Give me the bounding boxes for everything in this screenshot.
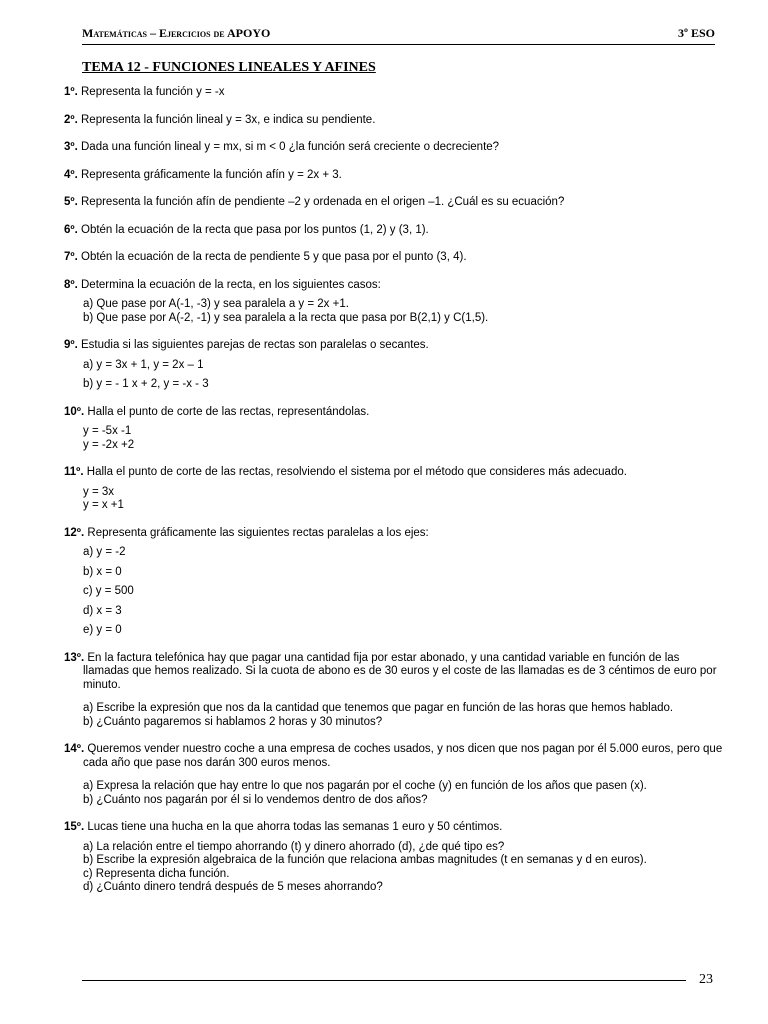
exercise-5	[64, 196, 724, 210]
exercise-number: 4º.	[64, 168, 78, 181]
exercise-9-part-a: a) y = 3x + 1, y = 2x – 1	[83, 358, 204, 371]
exercise-8-part-b: b) Que pase por A(-2, -1) y sea paralela a la recta que pasa por B(2,1) y C(1,5).	[83, 311, 489, 324]
page-number: 23	[699, 972, 713, 987]
exercise-text: En la factura telefónica hay que pagar una cantidad fija por estar abonado, y una cantidad variable en función de las llamadas que hemos realizado. Si la cuota de abono es de 30 euros y el coste de las llamadas es de 3 céntimos de euro por minuto.	[83, 651, 717, 691]
exercise-11-line-1: y = 3x	[83, 485, 115, 498]
exercise-10-line-1: y = -5x -1	[83, 425, 132, 437]
exercise-number: 8º.	[64, 278, 78, 291]
exercise-number: 7º.	[64, 251, 78, 263]
exercise-number: 15º.	[64, 821, 85, 833]
exercise-9-part-b: b) y = - 1 x + 2, y = -x - 3	[83, 378, 209, 390]
exercise-text: Obtén la ecuación de la recta que pasa por los puntos (1, 2) y (3, 1).	[81, 223, 429, 236]
exercise-number: 2º.	[64, 113, 78, 126]
header-course: 3º ESO	[678, 26, 715, 40]
exercise-number: 5º.	[64, 196, 78, 208]
exercise-2	[64, 114, 724, 128]
exercise-text: Queremos vender nuestro coche a una empresa de coches usados, y nos dicen que nos pagan por él 5.000 euros, pero que cada año que pase nos darán 300 euros menos.	[83, 743, 723, 769]
exercise-text: Halla el punto de corte de las rectas, resolviendo el sistema por el método que consideres más adecuado.	[86, 466, 627, 478]
exercise-text: Determina la ecuación de la recta, en los siguientes casos:	[81, 278, 381, 291]
exercise-number: 11º.	[64, 466, 84, 478]
exercise-number: 13º.	[64, 651, 85, 664]
exercise-number: 6º.	[64, 223, 78, 236]
exercise-11-line-2: y = x +1	[83, 499, 124, 511]
exercise-3	[64, 141, 724, 155]
exercise-15-part-b: b) Escribe la expresión algebraica de la función que relaciona ambas magnitudes (t en semanas y d en euros).	[83, 854, 647, 866]
footer-divider	[82, 980, 686, 981]
exercise-number: 12º.	[64, 526, 85, 539]
header-divider	[82, 44, 715, 45]
exercise-13-part-b: b) ¿Cuánto pagaremos si hablamos 2 horas y 30 minutos?	[83, 715, 383, 728]
exercise-text: Representa la función lineal y = 3x, e indica su pendiente.	[81, 113, 376, 126]
page-title: TEMA 12 - FUNCIONES LINEALES Y AFINES	[82, 60, 376, 75]
exercise-number: 3º.	[64, 141, 78, 153]
exercise-number: 1º.	[64, 86, 78, 98]
exercise-15-part-d: d) ¿Cuánto dinero tendrá después de 5 meses ahorrando?	[83, 881, 383, 893]
exercise-13-part-a: a) Escribe la expresión que nos da la cantidad que tenemos que pagar en función de las horas que hemos hablado.	[83, 702, 674, 714]
exercise-12-part-c: c) y = 500	[83, 585, 134, 597]
exercise-text: Dada una función lineal y = mx, si m < 0 ¿la función será creciente o decreciente?	[81, 141, 500, 153]
exercise-6	[64, 224, 724, 238]
exercise-10	[64, 406, 724, 420]
exercise-13	[64, 652, 724, 693]
exercise-8	[64, 279, 724, 293]
exercise-text: Obtén la ecuación de la recta de pendiente 5 y que pasa por el punto (3, 4).	[81, 251, 467, 263]
exercise-15	[64, 821, 724, 835]
exercise-11	[64, 466, 724, 480]
exercise-15-part-a: a) La relación entre el tiempo ahorrando (t) y dinero ahorrado (d), ¿de qué tipo es?	[83, 840, 505, 853]
exercise-list	[64, 86, 724, 895]
exercise-10-line-2: y = -2x +2	[83, 438, 135, 451]
exercise-12-part-b: b) x = 0	[83, 565, 122, 578]
exercise-1	[64, 86, 724, 100]
exercise-14	[64, 743, 724, 770]
exercise-9	[64, 339, 724, 353]
exercise-number: 9º.	[64, 339, 78, 351]
exercise-12-part-a: a) y = -2	[83, 546, 126, 558]
exercise-12	[64, 527, 724, 541]
exercise-text: Representa gráficamente las siguientes rectas paralelas a los ejes:	[87, 526, 429, 539]
exercise-text: Estudia si las siguientes parejas de rectas son paralelas o secantes.	[81, 339, 429, 351]
exercise-text: Halla el punto de corte de las rectas, representándolas.	[87, 405, 370, 418]
exercise-4	[64, 169, 724, 183]
header-subject: Matemáticas – Ejercicios de APOYO	[82, 26, 271, 40]
exercise-7	[64, 251, 724, 265]
exercise-text: Lucas tiene una hucha en la que ahorra todas las semanas 1 euro y 50 céntimos.	[87, 821, 503, 833]
exercise-12-part-e: e) y = 0	[83, 624, 122, 636]
exercise-8-part-a: a) Que pase por A(-1, -3) y sea paralela a y = 2x +1.	[83, 298, 349, 310]
exercise-text: Representa gráficamente la función afín y = 2x + 3.	[81, 168, 342, 181]
exercise-number: 10º.	[64, 405, 85, 418]
exercise-14-part-a: a) Expresa la relación que hay entre lo que nos pagarán por el coche (y) en función de los años que pasen (x).	[83, 780, 647, 792]
exercise-number: 14º.	[64, 743, 85, 755]
exercise-15-part-c: c) Representa dicha función.	[83, 867, 230, 880]
exercise-text: Representa la función y = -x	[81, 86, 225, 98]
exercise-14-part-b: b) ¿Cuánto nos pagarán por él si lo vendemos dentro de dos años?	[83, 793, 428, 806]
exercise-12-part-d: d) x = 3	[83, 604, 122, 617]
exercise-text: Representa la función afín de pendiente –2 y ordenada en el origen –1. ¿Cuál es su ecuación?	[81, 196, 565, 208]
